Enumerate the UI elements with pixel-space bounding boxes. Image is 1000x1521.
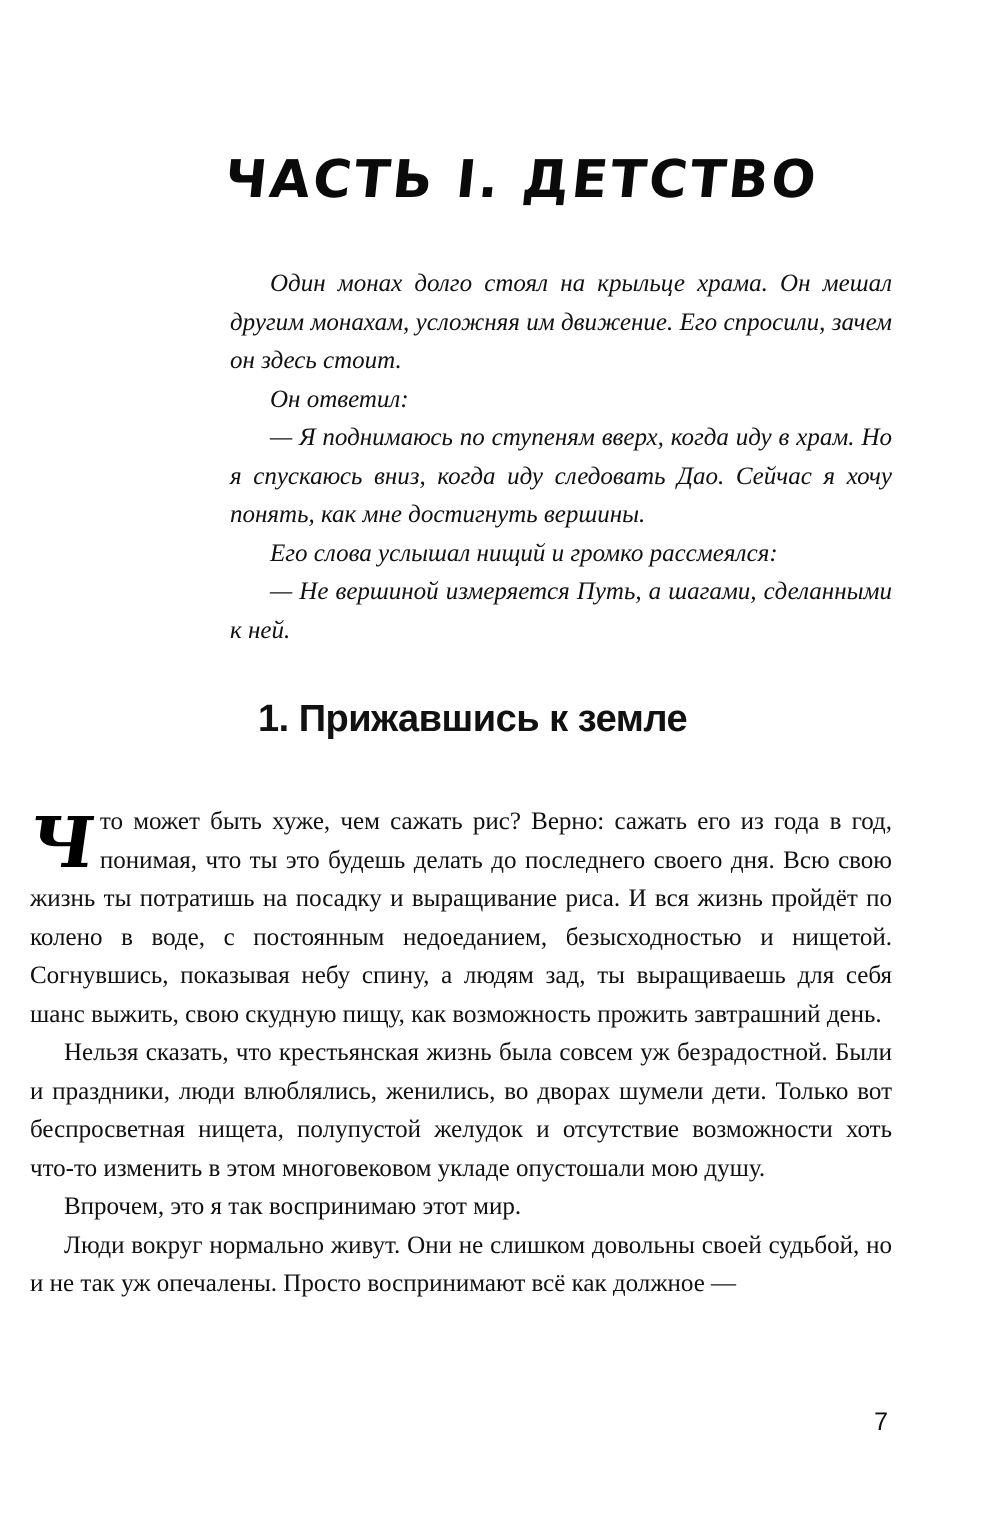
page-number: 7: [874, 1408, 888, 1436]
epigraph-paragraph: — Я поднимаюсь по ступеням вверх, когда иду в храм. Но я спускаюсь вниз, когда иду следовать Дао. Сейчас я хочу понять, как мне достигнуть вершины.: [230, 424, 892, 528]
chapter-paragraph: Люди вокруг нормально живут. Они не слишком довольны своей судьбой, но и не так уж опечалены. Просто воспринимают всё как должное —: [30, 1231, 892, 1297]
chapter-first-paragraph: [24, 801, 892, 1034]
epigraph-paragraph: Он ответил:: [270, 385, 409, 413]
part-title: ЧАСТЬ I. ДЕТСТВО: [221, 150, 822, 210]
epigraph-paragraph: Его слова услышал нищий и громко рассмеялся:: [270, 539, 778, 567]
epigraph-paragraph: Один монах долго стоял на крыльце храма. Он мешал другим монахам, усложняя им движение. Его спросили, зачем он здесь стоит.: [230, 270, 892, 374]
chapter-paragraph: Впрочем, это я так воспринимаю этот мир.: [64, 1193, 522, 1220]
first-paragraph-text: то может быть хуже, чем сажать рис? Верно: сажать его из года в год, понимая, что ты это будешь делать до последнего своего дня. Всю свою жизнь ты потратишь на посадку и выращивание риса. И вся жизнь пройдёт по колено в воде, с постоянным недоеданием, безысходностью и нищетой. Согнувшись, показывая небу спину, а людям зад, ты выращиваешь для себя шанс выжить, свою скудную пищу, как возможность прожить завтрашний день.: [30, 808, 892, 1028]
chapter-title: 1. Прижавшись к земле: [258, 698, 688, 740]
epigraph: [230, 265, 892, 650]
drop-cap: Ч: [24, 801, 100, 884]
epigraph-paragraph: — Не вершиной измеряется Путь, а шагами, сделанными к ней.: [230, 578, 892, 644]
chapter-paragraph: Нельзя сказать, что крестьянская жизнь была совсем уж безрадостной. Были и праздники, люди влюблялись, женились, во дворах шумели дети. Только вот беспросветная нищета, полупустой желудок и отсутствие возможности хоть что-то изменить в этом многовековом укладе опустошали мою душу.: [30, 1039, 892, 1182]
chapter-body: [24, 801, 892, 1304]
